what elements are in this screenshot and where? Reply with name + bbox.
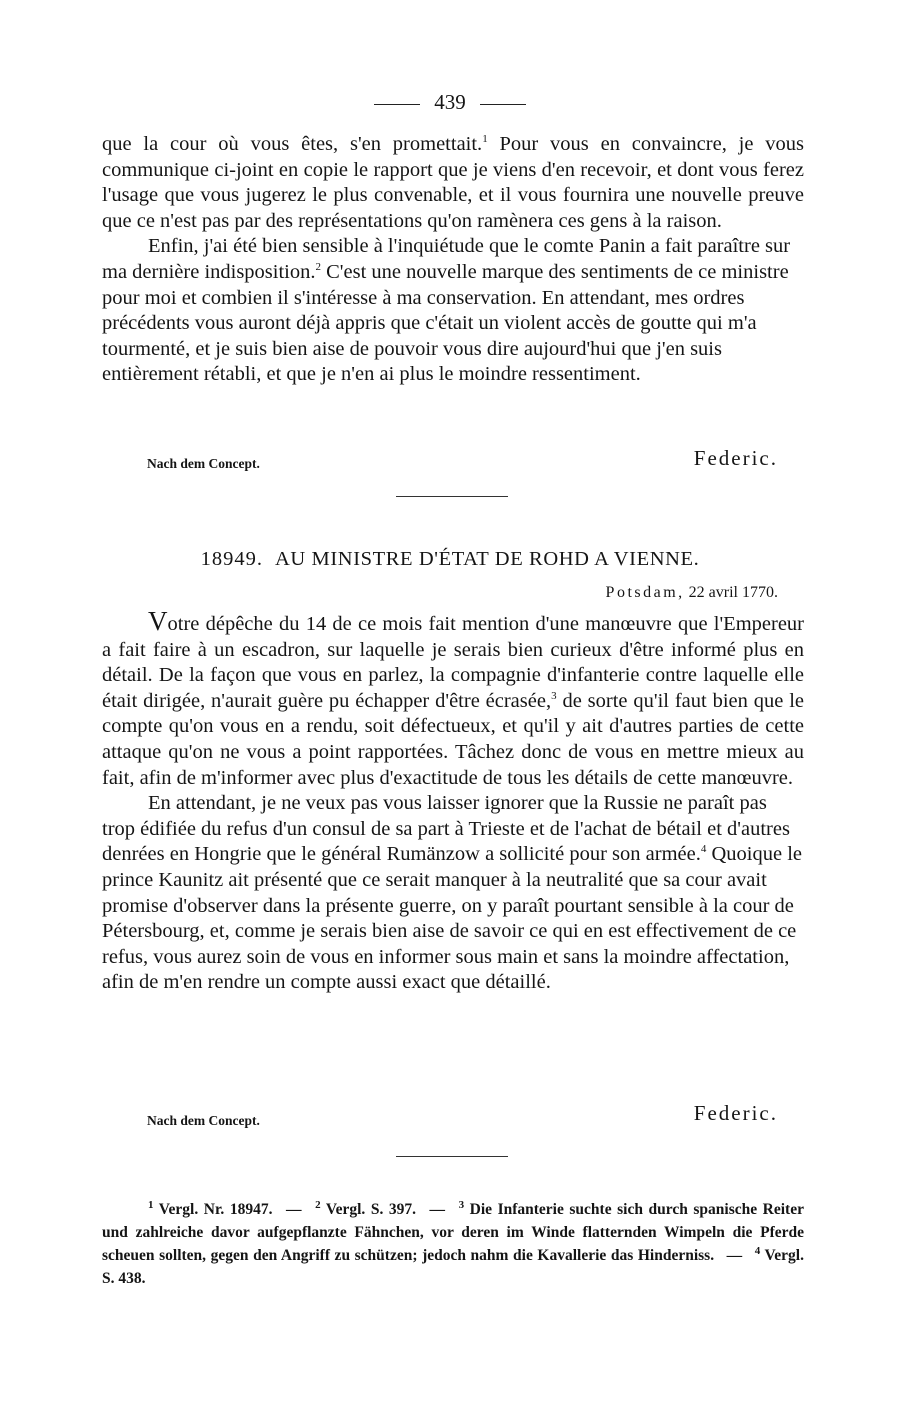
paragraph-text: que la cour où vous êtes, s'en promettait. [102, 133, 483, 155]
footnote-separator: — [429, 1201, 446, 1218]
header-dash-right [480, 104, 526, 105]
paragraph-text: Quoique le prince Kaunitz ait présenté que ce serait manquer à la neutralité que sa cour avait promise d'observer dans la présente guerre, on y paraît pourtant sensible à la cour de Pétersbourg, et, comme je serais bien aise de savoir ce qui en est effectivement de ce refus, vous aurez soin de vous en informer sous main et sans la moindre affectation, afin de m'en rendre un compte aussi exact que détaillé. [102, 843, 802, 994]
footnote-mark-2: 2 [315, 1198, 321, 1211]
header-dash-left [374, 104, 420, 105]
paragraph-text: En attendant, je ne veux pas vous laisser ignorer que la Russie ne paraît pas trop édifiée du refus d'un consul de sa part à Trieste et de l'achat de bétail et d'autres denrées en Hongrie que le général Rumänzow a sollicité pour son armée. [102, 792, 790, 866]
source-note-1: Nach dem Concept. [147, 456, 260, 471]
footnote-ref-1: 1 [482, 133, 488, 146]
footnote-text-3: Die Infanterie suchte sich durch spanische Reiter und zahlreiche davor aufgepflanzte Fähnchen, vor deren im Winde flatternden Wimpeln die Pferde scheuen sollten, gegen den Angriff zu schützen; jedoch nahm die Kavallerie das Hinderniss. [102, 1201, 804, 1264]
footnote-separator: — [726, 1247, 743, 1264]
signature-1: Federic. [693, 446, 778, 470]
dateline [606, 584, 778, 602]
footnote-ref-2: 2 [315, 261, 321, 274]
footnote-separator: — [286, 1201, 302, 1218]
footnote-mark-4: 4 [754, 1244, 761, 1257]
paragraph-text: otre dépêche du 14 de ce mois fait mention d'une manœuvre que l'Empereur a fait faire à un escadron, sur laquelle je serais bien curieux d'être informé plus en détail. De la façon que vous en parlez, la compagnie d'infanterie contre laquelle elle était dirigée, n'aurait guère pu échapper d'être écrasée, [102, 613, 804, 712]
footnote-text-4: Vergl. S. 438. [102, 1247, 804, 1287]
page-number: 439 [434, 90, 466, 114]
footnote-text-2: Vergl. S. 397. [325, 1201, 416, 1218]
page-header [0, 88, 900, 116]
source-note-2: Nach dem Concept. [147, 1113, 260, 1128]
paragraph-3 [102, 606, 804, 791]
paragraph-1 [102, 132, 804, 234]
initial-letter: V [148, 606, 168, 636]
footnote-ref-3: 3 [551, 689, 557, 702]
footnote-mark-1: 1 [148, 1198, 154, 1211]
letter-body [102, 606, 804, 996]
dateline-date: 22 avril 1770. [688, 584, 778, 601]
footnote-ref-4: 4 [700, 843, 707, 856]
dateline-place: Potsdam, [605, 584, 685, 601]
document-heading [0, 548, 900, 571]
footnote-block [102, 1198, 804, 1290]
section-divider-1 [396, 496, 508, 497]
document-number: 18949. [200, 548, 264, 570]
signature-2: Federic. [693, 1101, 778, 1125]
paragraph-text: C'est une nouvelle marque des sentiments de ce ministre pour moi et combien il s'intéresse à ma conservation. En attendant, mes ordres précédents vous auront déjà appris que c'était un violent accès de goutte qui m'a tourmenté, et je suis bien aise de pouvoir vous dire aujourd'hui que j'en suis entièrement rétabli, et que je n'en ai plus le moindre ressentiment. [102, 260, 789, 386]
paragraph-text: Pour vous en convaincre, je vous communique ci-joint en copie le rapport que je viens d'en recevoir, et dont vous ferez l'usage que vous jugerez le plus convenable, et il vous fournira une nouvelle preuve que ce n'est pas par des représentations qu'on ramènera ces gens à la raison. [102, 133, 804, 232]
document-title: AU MINISTRE D'ÉTAT DE ROHD A VIENNE. [275, 548, 700, 570]
paragraph-text: de sorte qu'il faut bien que le compte qu'on vous en a rendu, soit défectueux, et qu'il y ait d'autres parties de cette attaque qu'on ne vous a point rapportées. Tâchez donc de vous en mettre mieux au fait, afin de m'informer avec plus d'exactitude de tous les détails de cette manœuvre. [102, 689, 804, 789]
paragraph-4 [102, 791, 804, 996]
footnote-mark-3: 3 [458, 1198, 465, 1211]
letter-continuation [102, 132, 804, 388]
section-divider-2 [396, 1156, 508, 1157]
paragraph-text: Enfin, j'ai été bien sensible à l'inquiétude que le comte Panin a fait paraître sur ma dernière indisposition. [102, 235, 791, 283]
footnote-text-1: Vergl. Nr. 18947. [158, 1201, 273, 1218]
footnotes [102, 1198, 804, 1290]
paragraph-2 [102, 234, 804, 388]
